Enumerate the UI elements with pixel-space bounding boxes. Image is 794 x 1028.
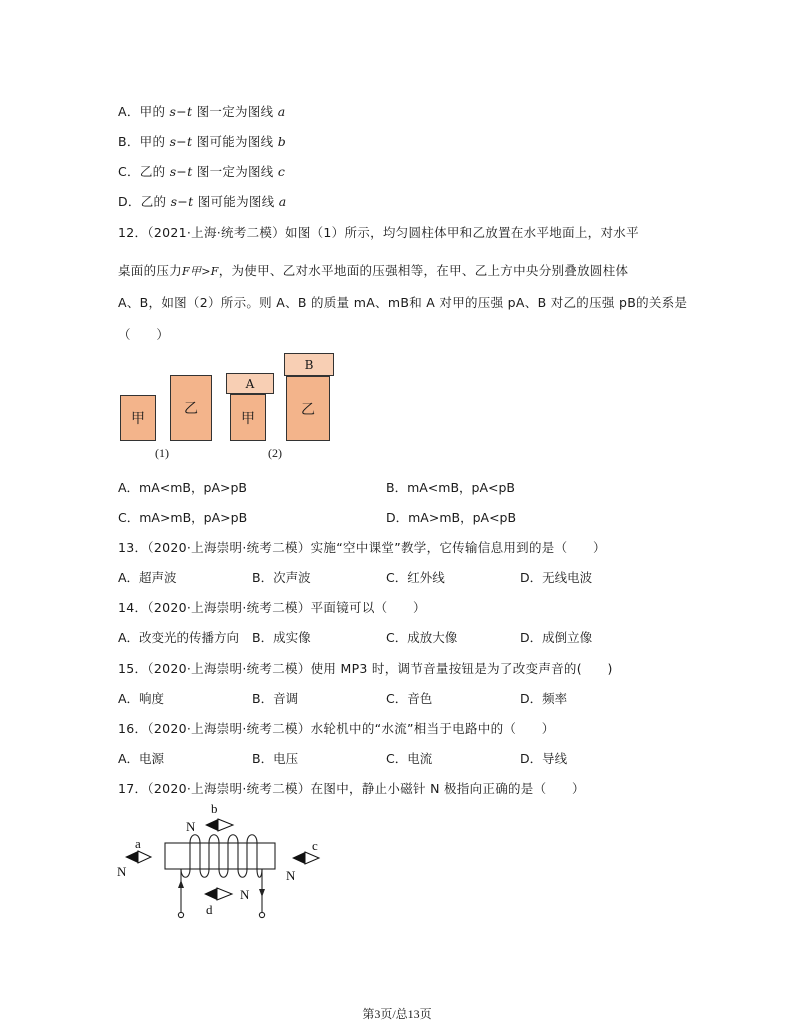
q16-option-c: C．电流 <box>386 751 433 766</box>
q13-option-d: D．无线电波 <box>520 570 593 585</box>
q11-option-b: B．甲的 s−t 图可能为图线 b <box>118 134 287 149</box>
cylinder-yi-fig2: 乙 <box>286 376 330 441</box>
cylinder-yi-fig1: 乙 <box>170 375 212 441</box>
q12-formula: F甲>F <box>182 265 219 278</box>
q15-option-a: A．响度 <box>118 691 165 706</box>
q11-option-d: D．乙的 s−t 图可能为图线 a <box>118 194 287 209</box>
left-terminal <box>178 912 183 917</box>
current-up-arrow <box>178 880 184 888</box>
q15-option-b: B．音调 <box>252 691 299 706</box>
right-terminal <box>259 912 264 917</box>
q12-option-b: B．mA<mB，pA<pB <box>386 480 515 495</box>
label-n-a: N <box>117 864 127 879</box>
q13-option-a: A．超声波 <box>118 570 177 585</box>
q12-stem-line4: （ ） <box>118 327 170 342</box>
solenoid-core <box>165 843 275 869</box>
cylinder-b: B <box>284 353 334 376</box>
page-footer: 第3页/总13页 <box>362 1007 432 1021</box>
q12-option-a: A．mA<mB，pA>pB <box>118 480 247 495</box>
q14-option-b: B．成实像 <box>252 630 311 645</box>
compass-b <box>205 819 233 831</box>
solenoid-coil <box>181 835 262 878</box>
q11-option-c: C．乙的 s−t 图一定为图线 c <box>118 164 286 179</box>
cylinder-jia-fig1: 甲 <box>120 395 156 441</box>
q13-stem: 13．（2020·上海崇明·统考二模）实施“空中课堂”教学，它传输信息用到的是（ ） <box>118 540 606 555</box>
q16-stem: 16．（2020·上海崇明·统考二模）水轮机中的“水流”相当于电路中的（ ） <box>118 721 555 736</box>
label-n-b: N <box>186 819 196 834</box>
q15-option-c: C．音色 <box>386 691 433 706</box>
compass-a <box>125 851 151 863</box>
q14-option-c: C．成放大像 <box>386 630 458 645</box>
q12-stem-line3: A、B，如图（2）所示。则 A、B 的质量 mA、mB和 A 对甲的压强 pA、B 对乙的压强 pB的关系是 <box>118 295 688 310</box>
cylinder-jia-fig2: 甲 <box>230 394 266 441</box>
label-n-d: N <box>240 887 250 902</box>
label-n-c: N <box>286 868 296 883</box>
q16-option-b: B．电压 <box>252 751 299 766</box>
q14-option-d: D．成倒立像 <box>520 630 593 645</box>
q17-stem: 17．（2020·上海崇明·统考二模）在图中，静止小磁针 N 极指向正确的是（ ） <box>118 781 585 796</box>
compass-c <box>292 852 319 864</box>
label-b: b <box>211 801 218 816</box>
label-a: a <box>135 836 141 851</box>
caption-fig2: (2) <box>268 446 282 460</box>
q14-stem: 14．（2020·上海崇明·统考二模）平面镜可以（ ） <box>118 600 426 615</box>
label-d: d <box>206 902 213 917</box>
compass-d <box>204 888 232 900</box>
cylinder-a: A <box>226 373 274 394</box>
label-c: c <box>312 838 318 853</box>
q12-stem-line1: 12．（2021·上海·统考二模）如图（1）所示，均匀圆柱体甲和乙放置在水平地面上，对水平 <box>118 225 639 240</box>
q15-stem: 15．（2020·上海崇明·统考二模）使用 MP3 时，调节音量按钮是为了改变声音的( ) <box>118 661 613 676</box>
q12-option-d: D．mA>mB，pA<pB <box>386 510 517 525</box>
q13-option-c: C．红外线 <box>386 570 445 585</box>
q15-option-d: D．频率 <box>520 691 568 706</box>
q16-option-d: D．导线 <box>520 751 568 766</box>
q14-option-a: A．改变光的传播方向 <box>118 630 240 645</box>
q12-stem-line2: 桌面的压力F甲>F，为使甲、乙对水平地面的压强相等，在甲、乙上方中央分别叠放圆柱体 <box>118 263 629 278</box>
q16-option-a: A．电源 <box>118 751 165 766</box>
caption-fig1: (1) <box>155 446 169 460</box>
q13-option-b: B．次声波 <box>252 570 311 585</box>
q12-option-c: C．mA>mB，pA>pB <box>118 510 248 525</box>
q11-option-a: A．甲的 s−t 图一定为图线 a <box>118 104 286 119</box>
current-down-arrow <box>259 889 265 897</box>
